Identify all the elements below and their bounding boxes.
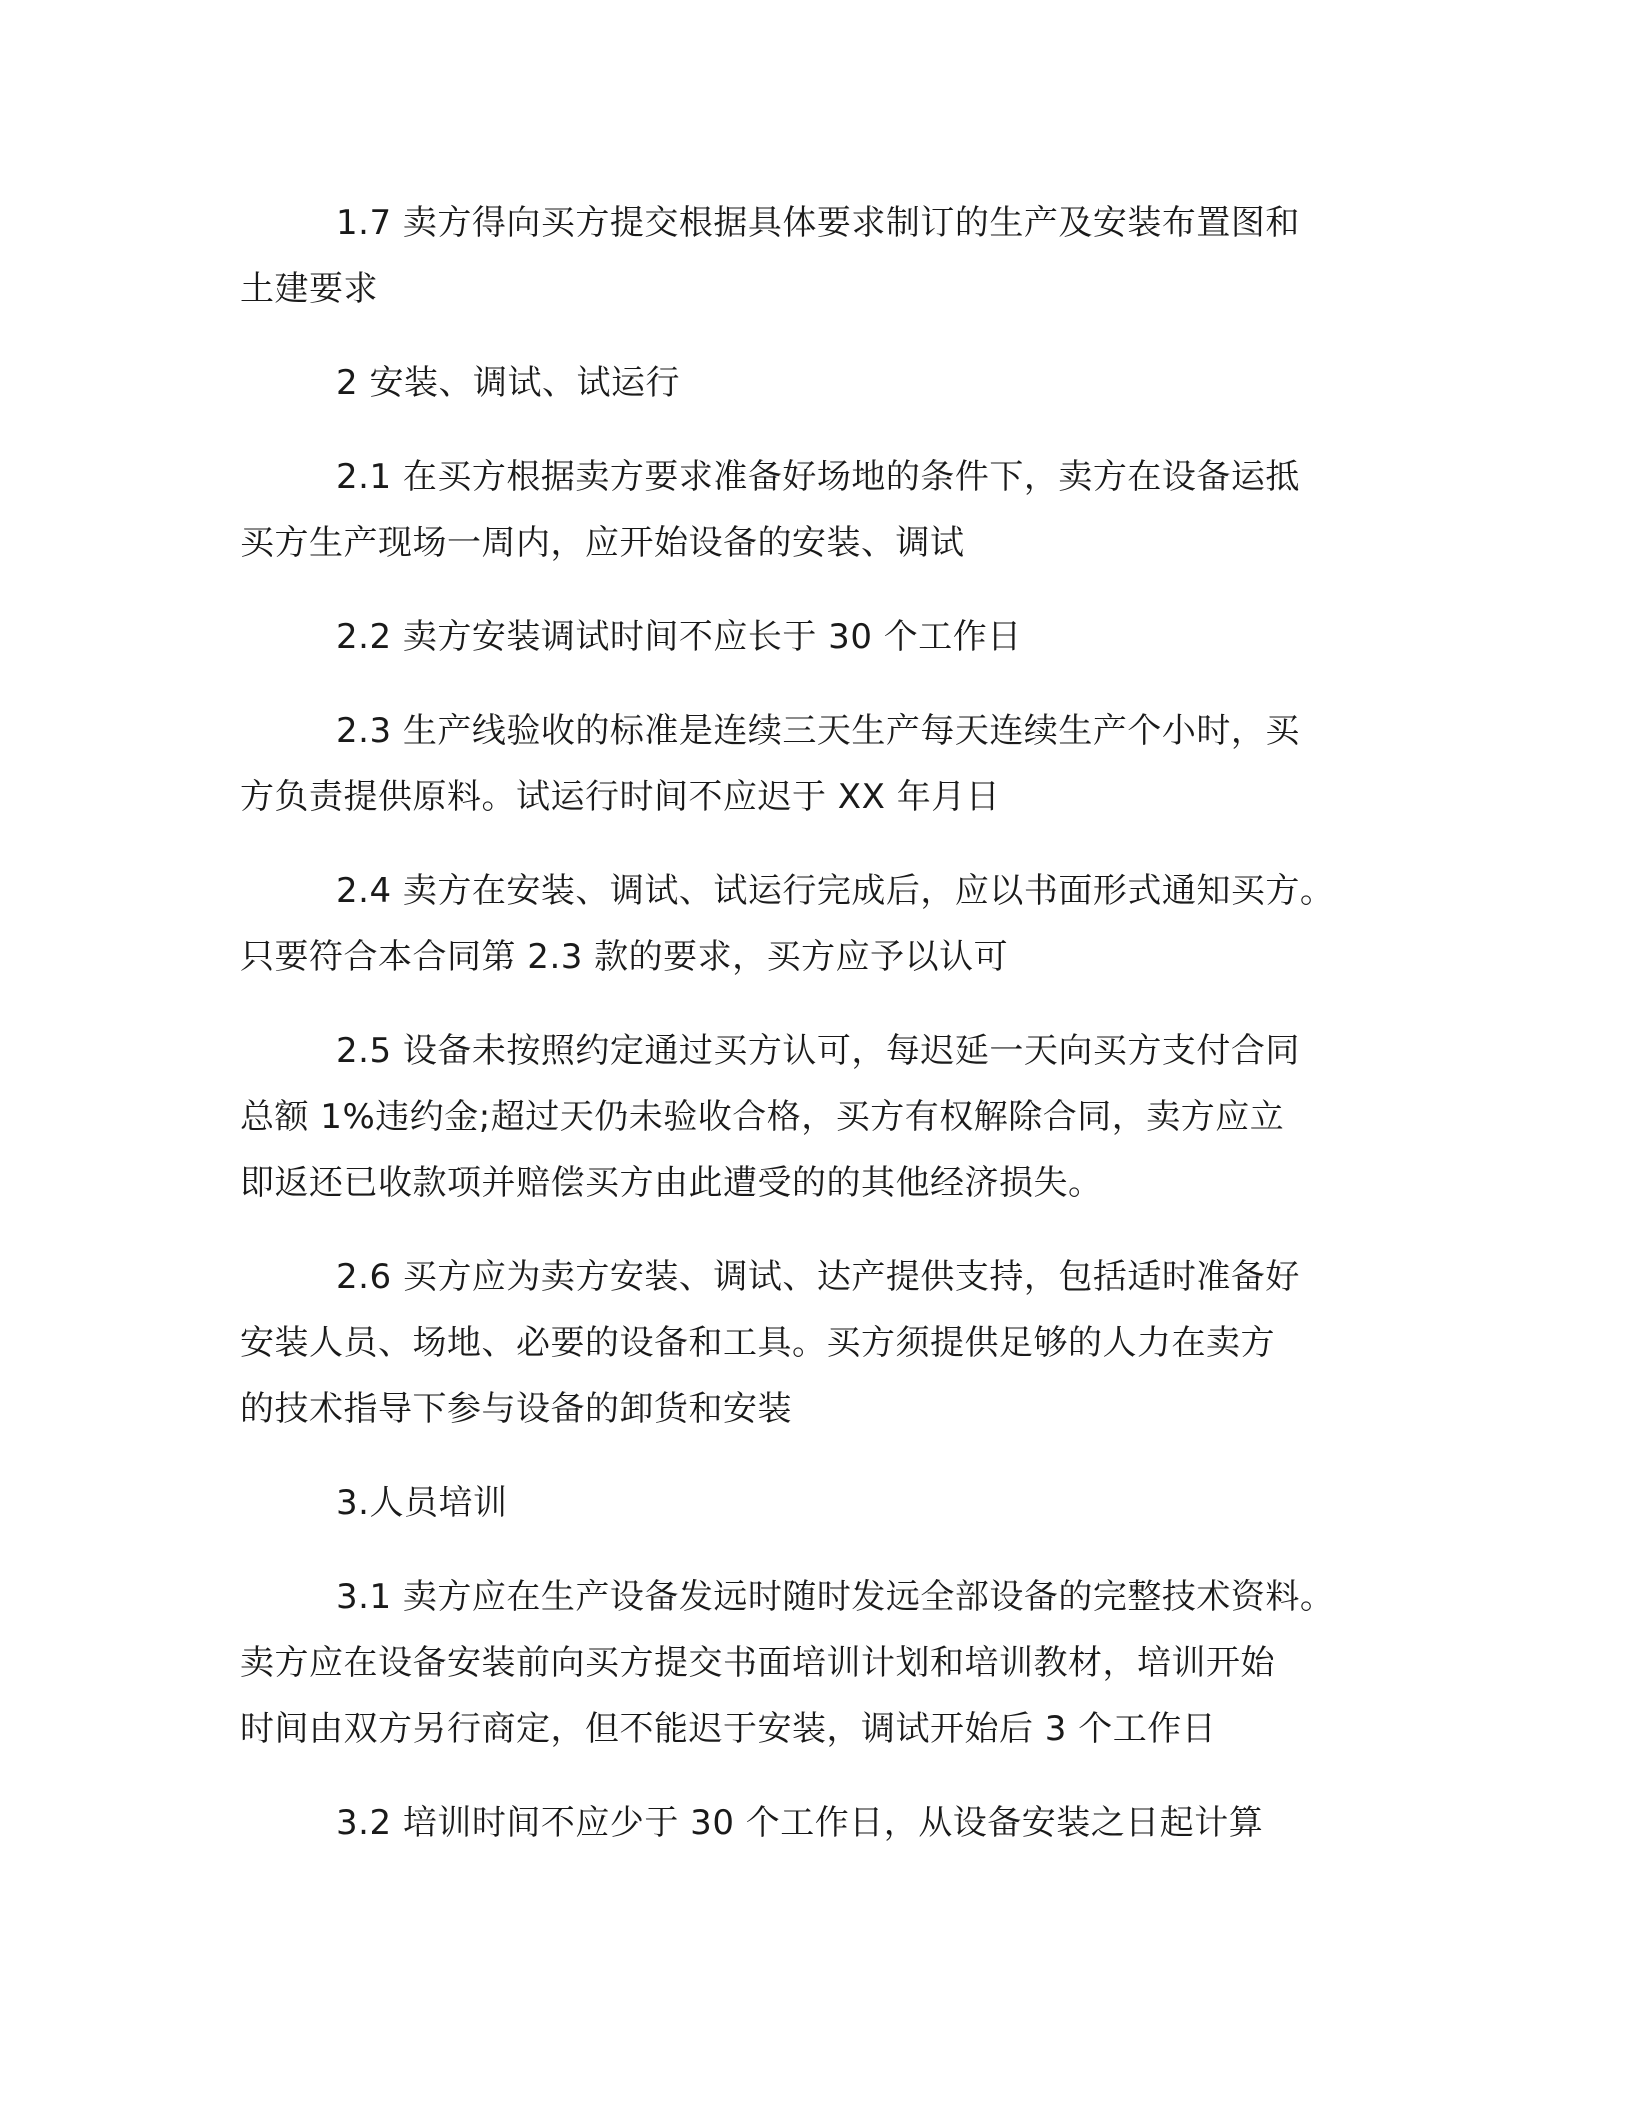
section-heading-3: 3.人员培训 bbox=[336, 1483, 508, 1523]
paragraph-2-3: 2.3 生产线验收的标准是连续三天生产每天连续生产个小时，买 方负责提供原料。试运行时间不应迟于 XX 年月日 bbox=[240, 711, 1300, 817]
paragraph-3-2: 3.2 培训时间不应少于 30 个工作日，从设备安装之日起计算 bbox=[336, 1803, 1264, 1843]
paragraph-2-1: 2.1 在买方根据卖方要求准备好场地的条件下，卖方在设备运抵 买方生产现场一周内，应开始设备的安装、调试 bbox=[240, 457, 1300, 563]
paragraph-2-2: 2.2 卖方安装调试时间不应长于 30 个工作日 bbox=[336, 617, 1022, 657]
section-heading-2: 2 安装、调试、试运行 bbox=[336, 363, 680, 403]
document-body bbox=[240, 190, 1385, 1856]
paragraph-2-5: 2.5 设备未按照约定通过买方认可，每迟延一天向买方支付合同 总额 1%违约金;超过天仍未验收合格，买方有权解除合同，卖方应立 即返还已收款项并赔偿买方由此遭受的的其他经济损失。 bbox=[240, 1031, 1300, 1203]
paragraph-1-7: 1.7 卖方得向买方提交根据具体要求制订的生产及安装布置图和 土建要求 bbox=[240, 203, 1300, 309]
paragraph-3-1: 3.1 卖方应在生产设备发远时随时发远全部设备的完整技术资料。 卖方应在设备安装前向买方提交书面培训计划和培训教材，培训开始 时间由双方另行商定，但不能迟于安装，调试开始后 3 个工作日 bbox=[240, 1577, 1335, 1749]
paragraph-2-6: 2.6 买方应为卖方安装、调试、达产提供支持，包括适时准备好 安装人员、场地、必要的设备和工具。买方须提供足够的人力在卖方 的技术指导下参与设备的卸货和安装 bbox=[240, 1257, 1300, 1429]
paragraph-2-4: 2.4 卖方在安装、调试、试运行完成后，应以书面形式通知买方。 只要符合本合同第 2.3 款的要求，买方应予以认可 bbox=[240, 871, 1335, 977]
